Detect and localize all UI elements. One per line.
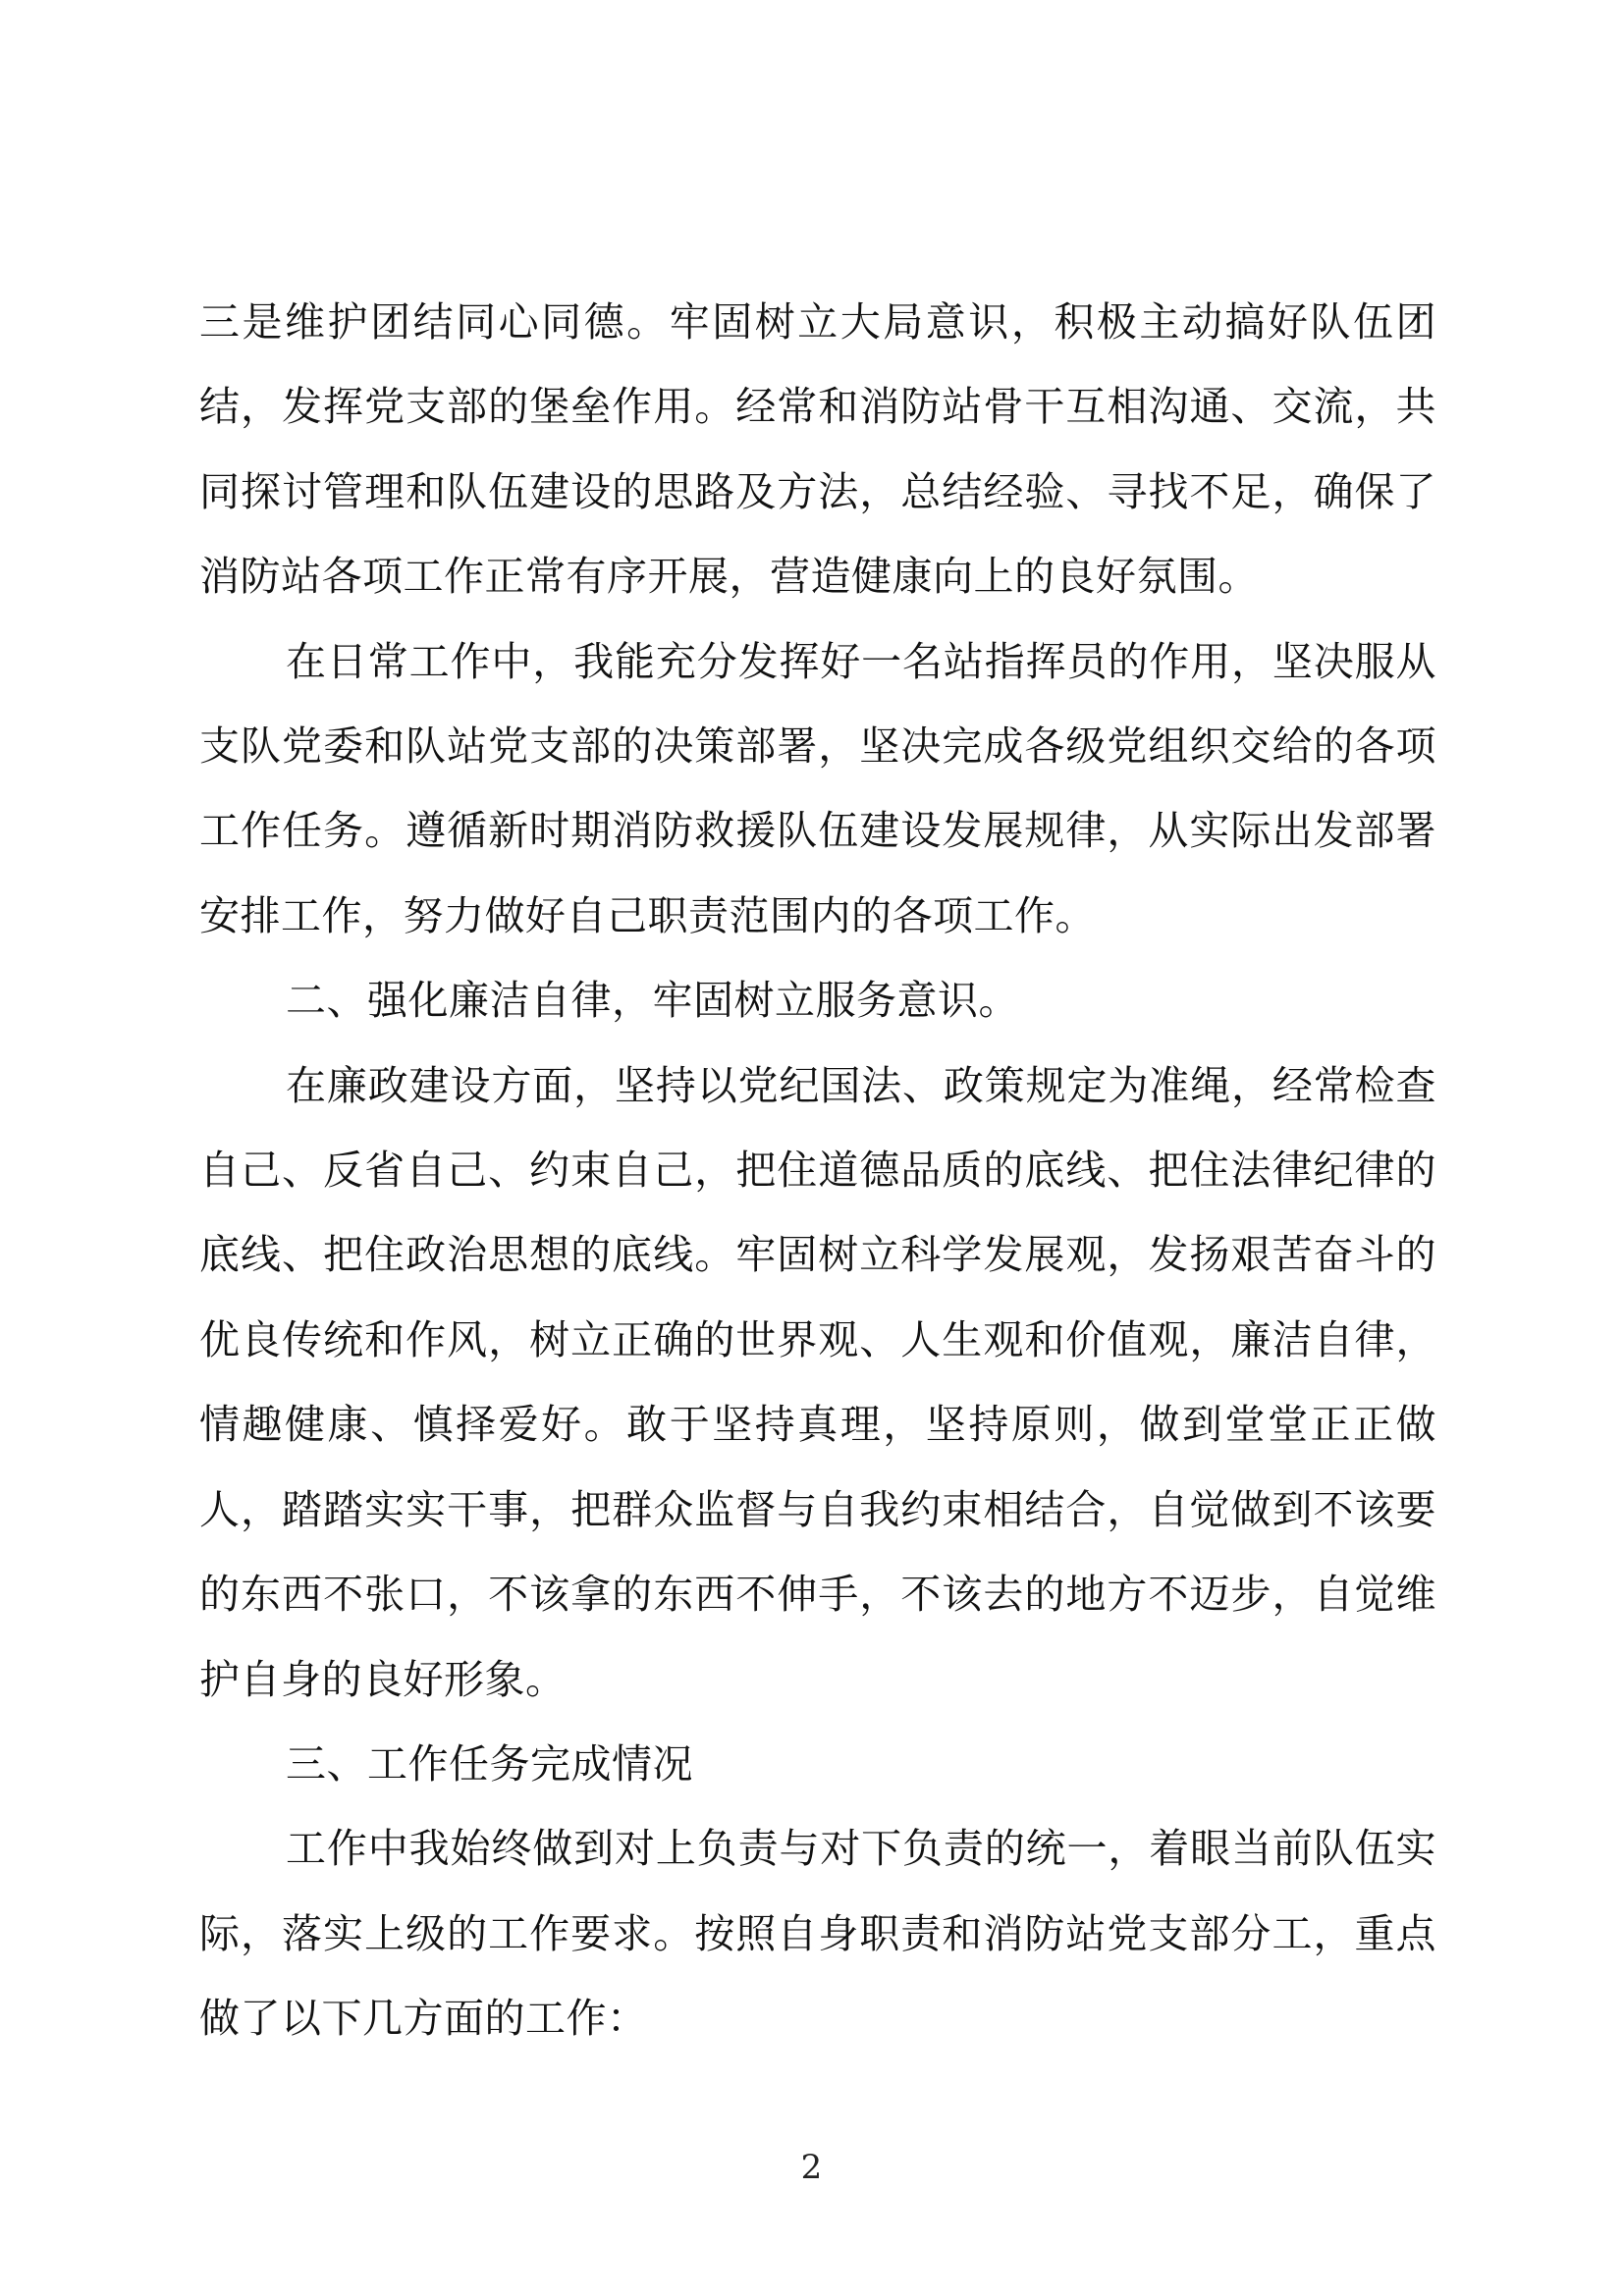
paragraph-tasks: 工作中我始终做到对上负责与对下负责的统一，着眼当前队伍实际，落实上级的工作要求。按照自身职责和消防站党支部分工，重点做了以下几方面的工作： <box>199 1825 1436 2043</box>
paragraph-integrity: 在廉政建设方面，坚持以党纪国法、政策规定为准绳，经常检查自己、反省自己、约束自己，把住道德品质的底线、把住法律纪律的底线、把住政治思想的底线。牢固树立科学发展观，发扬艰苦奋斗的优良传统和作风，树立正确的世界观、人生观和价值观，廉洁自律，情趣健康、慎择爱好。敢于坚持真理，坚持原则，做到堂堂正正做人，踏踏实实干事，把群众监督与自我约束相结合，自觉做到不该要的东西不张口，不该拿的东西不伸手，不该去的地方不迈步，自觉维护自身的良好形象。 <box>199 1061 1436 1703</box>
paragraph-daily-work: 在日常工作中，我能充分发挥好一名站指挥员的作用，坚决服从支队党委和队站党支部的决策部署，坚决完成各级党组织交给的各项工作任务。遵循新时期消防救援队伍建设发展规律，从实际出发部署安排工作，努力做好自己职责范围内的各项工作。 <box>199 637 1436 939</box>
page-number: 2 <box>800 2148 823 2187</box>
section-heading-tasks: 三、工作任务完成情况 <box>286 1739 693 1788</box>
section-heading-integrity: 二、强化廉洁自律，牢固树立服务意识。 <box>286 977 1019 1025</box>
paragraph-unity: 三是维护团结同心同德。牢固树立大局意识，积极主动搞好队伍团结，发挥党支部的堡垒作用。经常和消防站骨干互相沟通、交流，共同探讨管理和队伍建设的思路及方法，总结经验、寻找不足，确保了消防站各项工作正常有序开展，营造健康向上的良好氛围。 <box>199 298 1436 601</box>
body-text <box>199 280 1436 2061</box>
